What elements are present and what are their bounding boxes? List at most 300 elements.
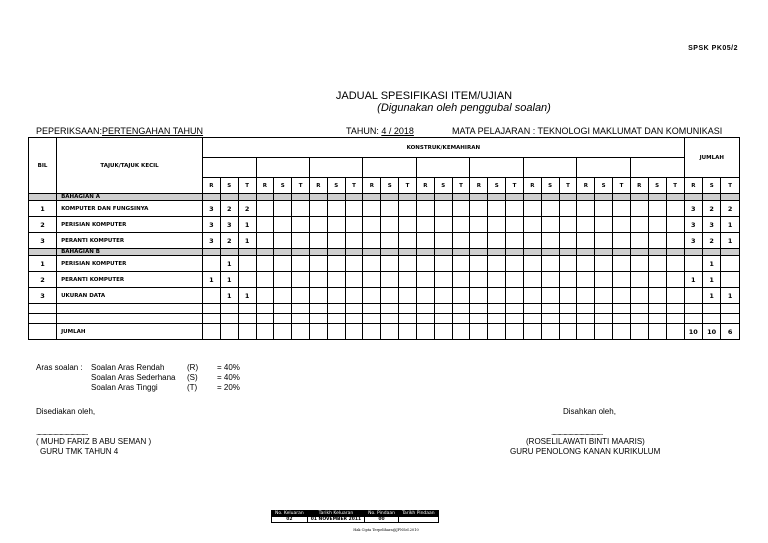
construct-subheader	[630, 158, 684, 178]
copyright-notice: Hak Cipta Terpelihara@JPNSel.2010	[353, 528, 419, 532]
construct-cell	[434, 288, 452, 304]
topic-cell: UKURAN DATA	[57, 288, 203, 304]
level-header: S	[220, 178, 238, 194]
construct-cell	[541, 217, 559, 233]
construct-cell	[613, 217, 631, 233]
total-cell: 2	[721, 201, 740, 217]
construct-cell	[434, 201, 452, 217]
year-value: 4 / 2018	[381, 126, 414, 136]
construct-cell: 1	[238, 288, 256, 304]
construct-subheader	[256, 158, 309, 178]
level-header: T	[399, 178, 417, 194]
section-cell	[630, 249, 648, 256]
construct-cell	[523, 324, 541, 340]
construct-cell	[470, 233, 488, 249]
construct-cell	[345, 217, 363, 233]
construct-cell: 2	[220, 201, 238, 217]
construct-cell	[416, 324, 434, 340]
construct-cell: 1	[238, 233, 256, 249]
section-row	[29, 194, 740, 201]
levels-label: Aras soalan :	[36, 363, 83, 372]
construct-cell	[666, 288, 684, 304]
construct-cell	[452, 314, 470, 324]
bil-header: BIL	[29, 138, 57, 194]
construct-cell	[630, 201, 648, 217]
construct-cell	[363, 217, 381, 233]
construct-cell	[488, 304, 506, 314]
construct-cell	[256, 201, 274, 217]
construct-cell	[345, 324, 363, 340]
construct-cell	[256, 304, 274, 314]
construct-cell	[238, 314, 256, 324]
construct-cell	[363, 256, 381, 272]
total-cell	[721, 272, 740, 288]
construct-cell	[666, 324, 684, 340]
construct-cell	[238, 256, 256, 272]
construct-cell	[381, 272, 399, 288]
section-cell	[220, 249, 238, 256]
construct-cell	[416, 256, 434, 272]
section-cell	[309, 194, 327, 201]
section-cell	[292, 194, 310, 201]
construct-cell	[452, 217, 470, 233]
construct-cell	[399, 256, 417, 272]
construct-cell	[577, 233, 595, 249]
construct-cell	[363, 272, 381, 288]
construct-cell	[220, 304, 238, 314]
construct-cell: 1	[220, 256, 238, 272]
construct-cell	[416, 288, 434, 304]
construct-cell	[577, 256, 595, 272]
total-cell: 2	[703, 201, 721, 217]
construct-cell	[541, 272, 559, 288]
construct-cell	[327, 314, 345, 324]
construct-cell	[630, 272, 648, 288]
construct-cell	[470, 288, 488, 304]
construct-cell	[416, 272, 434, 288]
construct-cell: 1	[220, 288, 238, 304]
construct-cell	[541, 304, 559, 314]
construct-cell: 1	[203, 272, 221, 288]
construct-cell	[309, 304, 327, 314]
subject-field: MATA PELAJARAN : TEKNOLOGI MAKLUMAT DAN KOMUNIKASI	[452, 126, 723, 136]
construct-cell	[488, 272, 506, 288]
construct-cell	[434, 256, 452, 272]
topic-header: TAJUK/TAJUK KECIL	[57, 138, 203, 194]
construct-cell	[327, 272, 345, 288]
total-cell: 1	[721, 217, 740, 233]
section-cell	[666, 194, 684, 201]
level-header: R	[577, 178, 595, 194]
construct-cell	[506, 304, 524, 314]
construct-cell	[327, 324, 345, 340]
level-header: T	[238, 178, 256, 194]
prepared-role: GURU TMK TAHUN 4	[40, 447, 119, 456]
level-header: S	[381, 178, 399, 194]
section-cell	[203, 194, 221, 201]
construct-cell	[274, 272, 292, 288]
construct-cell	[203, 314, 221, 324]
construct-cell	[648, 314, 666, 324]
total-cell	[721, 314, 740, 324]
total-cell	[703, 304, 721, 314]
construct-cell	[416, 233, 434, 249]
level-header: R	[470, 178, 488, 194]
level-header: S	[327, 178, 345, 194]
bil-cell	[29, 304, 57, 314]
section-cell	[559, 249, 577, 256]
section-cell	[703, 249, 721, 256]
revision-header-cell: No. Keluaran	[272, 511, 308, 517]
document-title: JADUAL SPESIFIKASI ITEM/UJIAN	[335, 90, 513, 102]
section-cell	[434, 249, 452, 256]
section-cell	[327, 194, 345, 201]
construct-cell	[399, 324, 417, 340]
construct-cell	[345, 288, 363, 304]
section-cell	[595, 194, 613, 201]
construct-cell	[559, 233, 577, 249]
level-header: S	[703, 178, 721, 194]
construct-cell	[274, 324, 292, 340]
level-header: R	[630, 178, 648, 194]
level-code: (T)	[187, 383, 198, 392]
construct-cell	[595, 233, 613, 249]
construct-cell	[256, 324, 274, 340]
construct-cell	[559, 324, 577, 340]
construct-cell	[309, 314, 327, 324]
section-cell	[381, 249, 399, 256]
revision-header-cell: Tarikh Pindaan	[398, 511, 438, 517]
construct-cell	[452, 272, 470, 288]
construct-cell	[434, 233, 452, 249]
level-header: S	[595, 178, 613, 194]
construct-cell	[630, 217, 648, 233]
section-cell	[613, 249, 631, 256]
construct-cell	[274, 217, 292, 233]
construct-cell	[292, 324, 310, 340]
section-cell	[613, 194, 631, 201]
bil-cell: 1	[29, 256, 57, 272]
section-cell	[559, 194, 577, 201]
construct-cell	[630, 288, 648, 304]
construct-cell	[541, 201, 559, 217]
total-cell	[684, 304, 702, 314]
construct-cell	[399, 233, 417, 249]
construct-cell: 3	[203, 201, 221, 217]
construct-cell	[541, 314, 559, 324]
construct-cell	[577, 217, 595, 233]
construct-cell	[203, 304, 221, 314]
construct-cell	[381, 314, 399, 324]
construct-subheader	[363, 158, 416, 178]
construct-cell	[309, 233, 327, 249]
approved-label: Disahkan oleh,	[563, 407, 616, 416]
construct-cell	[292, 272, 310, 288]
section-cell	[256, 249, 274, 256]
construct-cell	[595, 288, 613, 304]
section-cell	[577, 194, 595, 201]
construct-cell	[630, 314, 648, 324]
construct-cell	[309, 256, 327, 272]
level-header: R	[523, 178, 541, 194]
construct-cell	[452, 233, 470, 249]
construct-cell	[470, 324, 488, 340]
document-subtitle: (Digunakan oleh penggubal soalan)	[377, 102, 551, 114]
construct-cell	[595, 201, 613, 217]
construct-cell	[648, 288, 666, 304]
construct-subheader	[416, 158, 469, 178]
section-cell	[630, 194, 648, 201]
bil-cell: 2	[29, 217, 57, 233]
table-row	[29, 256, 740, 272]
section-cell	[506, 249, 524, 256]
level-header: S	[274, 178, 292, 194]
construct-cell	[506, 314, 524, 324]
grand-total-s: 10	[703, 324, 721, 340]
construct-cell	[595, 314, 613, 324]
bil-cell	[29, 314, 57, 324]
construct-cell	[541, 256, 559, 272]
section-cell	[488, 194, 506, 201]
section-cell	[684, 249, 702, 256]
revision-value-cell: 02	[272, 517, 308, 523]
level-name: Soalan Aras Sederhana	[91, 373, 176, 382]
construct-cell	[363, 324, 381, 340]
topic-cell: PERISIAN KOMPUTER	[57, 217, 203, 233]
construct-cell	[559, 288, 577, 304]
section-cell	[363, 194, 381, 201]
construct-cell	[345, 201, 363, 217]
total-cell: 3	[684, 201, 702, 217]
section-cell	[399, 194, 417, 201]
section-cell	[416, 249, 434, 256]
construct-cell	[488, 256, 506, 272]
topic-cell	[57, 314, 203, 324]
prepared-name: ( MUHD FARIZ B ABU SEMAN )	[36, 437, 152, 446]
construct-cell	[541, 324, 559, 340]
section-cell	[721, 194, 740, 201]
construct-cell	[381, 304, 399, 314]
construct-cell	[613, 288, 631, 304]
approved-name: (ROSELILAWATI BINTI MAARIS)	[526, 437, 645, 446]
construct-cell	[363, 201, 381, 217]
revision-value-cell: 00	[365, 517, 399, 523]
bil-cell: 2	[29, 272, 57, 288]
construct-cell	[630, 256, 648, 272]
construct-cell: 3	[203, 217, 221, 233]
section-cell	[363, 249, 381, 256]
table-row	[29, 272, 740, 288]
construct-cell	[523, 217, 541, 233]
level-header: T	[721, 178, 740, 194]
construct-cell	[595, 217, 613, 233]
construct-cell	[613, 272, 631, 288]
construct-cell	[523, 272, 541, 288]
construct-cell	[399, 217, 417, 233]
construct-cell	[256, 217, 274, 233]
construct-cell	[541, 233, 559, 249]
table-row	[29, 233, 740, 249]
exam-label: PEPERIKSAAN:	[36, 126, 103, 136]
construct-cell	[613, 314, 631, 324]
construct-cell	[666, 201, 684, 217]
construct-cell	[613, 324, 631, 340]
total-cell: 3	[684, 217, 702, 233]
construct-cell	[345, 256, 363, 272]
construct-cell	[630, 324, 648, 340]
construct-cell: 3	[220, 217, 238, 233]
total-cell: 3	[684, 233, 702, 249]
section-cell	[470, 194, 488, 201]
construct-cell	[381, 256, 399, 272]
construct-cell	[220, 314, 238, 324]
construct-cell	[416, 217, 434, 233]
total-cell: 1	[721, 288, 740, 304]
table-header-row	[29, 138, 740, 158]
construct-cell	[488, 314, 506, 324]
construct-cell	[452, 304, 470, 314]
construct-cell	[381, 217, 399, 233]
construct-cell	[416, 314, 434, 324]
level-pct: = 40%	[217, 363, 240, 372]
revision-value-cell: 01 NOVEMBER 2011	[307, 517, 364, 523]
construct-cell	[470, 272, 488, 288]
total-cell	[684, 256, 702, 272]
construct-cell	[203, 288, 221, 304]
construct-cell	[452, 288, 470, 304]
construct-cell	[238, 272, 256, 288]
construct-cell	[488, 233, 506, 249]
construct-cell	[666, 304, 684, 314]
total-cell: 1	[703, 256, 721, 272]
construct-cell	[292, 201, 310, 217]
construct-cell	[434, 324, 452, 340]
section-cell	[595, 249, 613, 256]
construct-cell	[256, 272, 274, 288]
construct-cell	[559, 256, 577, 272]
construct-cell	[434, 314, 452, 324]
construct-cell	[292, 288, 310, 304]
construct-cell	[648, 272, 666, 288]
construct-cell	[470, 304, 488, 314]
construct-cell	[648, 233, 666, 249]
construct-cell	[363, 233, 381, 249]
section-cell	[434, 194, 452, 201]
construct-cell	[274, 314, 292, 324]
construct-cell	[488, 201, 506, 217]
construct-cell	[577, 272, 595, 288]
section-row	[29, 249, 740, 256]
construct-cell	[595, 272, 613, 288]
construct-subheader	[523, 158, 576, 178]
document-code: SPSK PK05/2	[688, 45, 738, 52]
construct-cell	[541, 288, 559, 304]
level-pct: = 40%	[217, 373, 240, 382]
construct-cell: 1	[238, 217, 256, 233]
construct-cell	[630, 233, 648, 249]
construct-cell	[559, 201, 577, 217]
section-cell	[274, 249, 292, 256]
construct-cell	[666, 217, 684, 233]
total-cell: 1	[703, 288, 721, 304]
construct-cell	[613, 256, 631, 272]
construct-subheader	[577, 158, 630, 178]
level-name: Soalan Aras Tinggi	[91, 383, 158, 392]
section-cell	[648, 249, 666, 256]
construct-cell	[506, 233, 524, 249]
total-cell: 2	[703, 233, 721, 249]
construct-cell	[274, 201, 292, 217]
section-cell	[238, 249, 256, 256]
construct-cell	[613, 201, 631, 217]
construct-cell	[595, 304, 613, 314]
construct-cell	[399, 314, 417, 324]
construct-cell	[506, 256, 524, 272]
construct-cell: 2	[220, 233, 238, 249]
construct-cell	[345, 233, 363, 249]
construct-cell	[506, 288, 524, 304]
construct-cell	[523, 304, 541, 314]
construct-cell	[256, 233, 274, 249]
construct-cell	[577, 201, 595, 217]
level-header: R	[363, 178, 381, 194]
approved-role: GURU PENOLONG KANAN KURIKULUM	[510, 447, 661, 456]
construct-cell	[559, 304, 577, 314]
construct-cell	[506, 272, 524, 288]
construct-cell	[274, 304, 292, 314]
construct-cell	[292, 217, 310, 233]
topic-cell	[57, 304, 203, 314]
section-cell	[345, 249, 363, 256]
level-header: R	[684, 178, 702, 194]
construct-subheader	[203, 158, 256, 178]
section-cell	[648, 194, 666, 201]
construct-cell	[595, 256, 613, 272]
construct-cell: 1	[220, 272, 238, 288]
construct-cell	[648, 217, 666, 233]
construct-cell: 3	[203, 233, 221, 249]
construct-cell	[434, 304, 452, 314]
section-cell	[220, 194, 238, 201]
blank-row	[29, 304, 740, 314]
prepared-signature-line: ..........................................	[36, 428, 88, 437]
section-cell	[452, 249, 470, 256]
total-row	[29, 324, 740, 340]
total-cell	[721, 256, 740, 272]
section-cell	[523, 194, 541, 201]
construct-cell	[292, 304, 310, 314]
construct-cell	[452, 256, 470, 272]
construct-cell	[292, 256, 310, 272]
construct-cell	[345, 314, 363, 324]
construct-cell: 2	[238, 201, 256, 217]
construct-cell	[488, 217, 506, 233]
construct-cell	[523, 201, 541, 217]
construct-cell	[470, 256, 488, 272]
topic-cell: PERISIAN KOMPUTER	[57, 256, 203, 272]
section-cell	[523, 249, 541, 256]
level-header: S	[434, 178, 452, 194]
construct-cell	[648, 201, 666, 217]
level-header: S	[541, 178, 559, 194]
section-cell	[274, 194, 292, 201]
bil-cell	[29, 324, 57, 340]
section-cell	[684, 194, 702, 201]
construct-cell	[666, 256, 684, 272]
construct-cell	[363, 314, 381, 324]
construct-cell	[488, 324, 506, 340]
construct-cell	[648, 256, 666, 272]
